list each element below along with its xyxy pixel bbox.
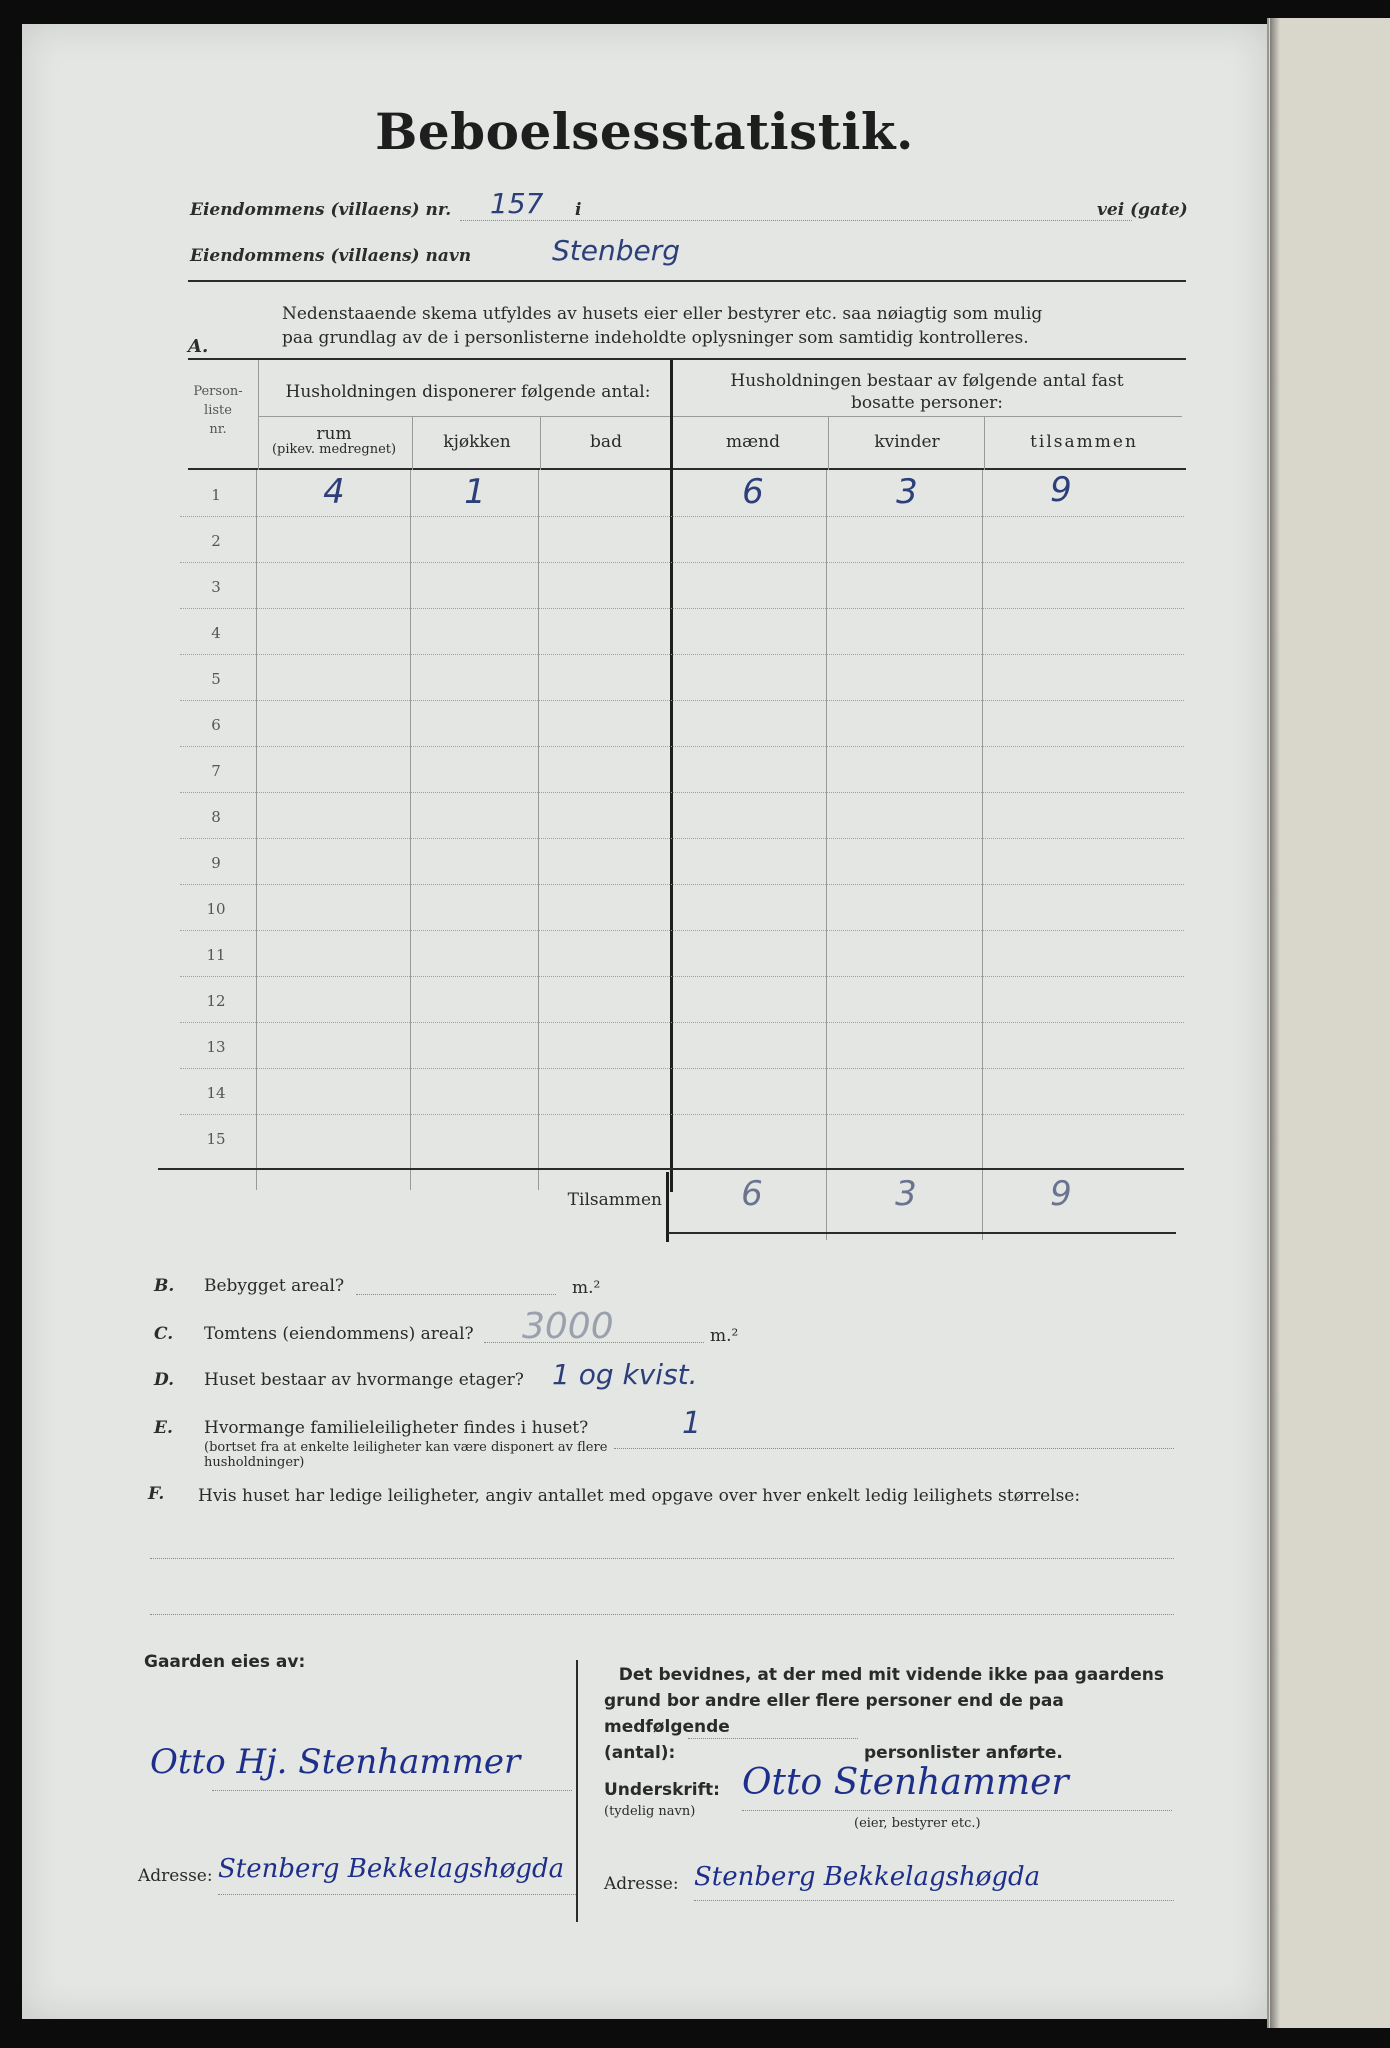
page-title: Beboelsesstatistik. — [375, 102, 914, 161]
row-line — [180, 838, 1184, 839]
q-e-value[interactable]: 1 — [682, 1406, 702, 1441]
signature-sub: (tydelig navn) — [604, 1804, 696, 1819]
row-line — [180, 1068, 1184, 1069]
q-d-value[interactable]: 1 og kvist. — [552, 1358, 698, 1391]
group2-header-line1: Husholdningen bestaar av følgende antal fast — [730, 371, 1124, 391]
q-e-text: Hvormange familieleiligheter findes i huset? — [204, 1418, 589, 1438]
row-number: 8 — [211, 808, 221, 826]
col-rum-header — [258, 426, 410, 458]
q-e-line — [614, 1448, 1174, 1449]
row-line — [180, 976, 1184, 977]
row-number: 2 — [211, 532, 221, 550]
in-label: i — [575, 200, 582, 220]
vline-header-2 — [412, 416, 413, 470]
q-b-text: Bebygget areal? — [204, 1276, 345, 1296]
q-f-text: Hvis huset har ledige leiligheter, angiv antallet med opgave over hver enkelt ledig leilighets størrelse: — [198, 1486, 1081, 1506]
signature-line — [742, 1810, 1172, 1811]
row-number: 15 — [206, 1130, 226, 1148]
adjacent-page-edge — [1267, 18, 1390, 2028]
owner-name[interactable]: Otto Hj. Stenhammer — [150, 1742, 521, 1782]
row-number: 6 — [211, 716, 221, 734]
declaration-line2: grund bor andre eller flere personer end de paa medfølgende — [604, 1691, 1064, 1737]
row-number: 1 — [211, 486, 221, 504]
group1-header: Husholdningen disponerer følgende antal: — [285, 382, 651, 402]
declaration-antal: (antal): — [604, 1743, 676, 1763]
q-d-letter: D. — [154, 1370, 175, 1390]
row-line — [180, 516, 1184, 517]
q-c-letter: C. — [154, 1324, 174, 1344]
declaration-personlister: personlister anførte. — [864, 1743, 1063, 1763]
road-label: vei (gate) — [1097, 200, 1188, 220]
col-rum-label: rum — [316, 424, 352, 444]
owner-divider — [576, 1660, 578, 1922]
property-nr-value[interactable]: 157 — [490, 187, 544, 220]
total-kvinder[interactable]: 3 — [895, 1174, 917, 1214]
q-f-line-2 — [150, 1614, 1174, 1615]
row-number: 11 — [206, 946, 226, 964]
vline-body-2 — [410, 470, 411, 1190]
q-b-unit: m.² — [572, 1278, 601, 1298]
declaration-address[interactable]: Stenberg Bekkelagshøgda — [694, 1862, 1041, 1892]
table-bottom-rule — [158, 1168, 1184, 1170]
vline-body-1 — [256, 470, 257, 1190]
q-b-line — [356, 1294, 556, 1295]
vline-body-5 — [982, 470, 983, 1240]
row-line — [180, 562, 1184, 563]
row-number: 3 — [211, 578, 221, 596]
row-line — [180, 608, 1184, 609]
cell-rum-1[interactable]: 4 — [323, 472, 345, 512]
instructions-line-2: paa grundlag av de i personlisterne indeholdte oplysninger som samtidig kontrolleres. — [282, 328, 1029, 348]
vline-body-4 — [826, 470, 827, 1240]
owner-label: Gaarden eies av: — [144, 1652, 306, 1672]
q-d-text: Huset bestaar av hvormange etager? — [204, 1370, 524, 1390]
q-b-letter: B. — [154, 1276, 175, 1296]
row-line — [180, 654, 1184, 655]
row-number: 14 — [206, 1084, 226, 1102]
subheader-rule — [258, 416, 1182, 417]
property-nr-label: Eiendommens (villaens) nr. — [190, 200, 452, 220]
total-label: Tilsammen — [567, 1190, 662, 1210]
q-e-sub: (bortset fra at enkelte leiligheter kan være disponert av flere husholdninger) — [204, 1440, 608, 1470]
col-kjokken-header: kjøkken — [443, 432, 511, 452]
signature[interactable]: Otto Stenhammer — [742, 1762, 1069, 1803]
q-e-letter: E. — [154, 1418, 173, 1438]
binding-crease — [1270, 18, 1280, 2028]
q-c-text: Tomtens (eiendommens) areal? — [204, 1324, 474, 1344]
row-line — [180, 746, 1184, 747]
vline-header-3 — [540, 416, 541, 470]
group2-header-line2: bosatte personer: — [851, 393, 1003, 413]
col-kvinder-header: kvinder — [874, 432, 940, 452]
declaration-antal-line — [688, 1738, 858, 1739]
cell-tilsammen-1[interactable]: 9 — [1050, 470, 1072, 510]
section-a-letter: A. — [188, 336, 209, 357]
declaration-line1: Det bevidnes, at der med mit vidende ikke paa gaardens — [618, 1665, 1164, 1685]
owner-name-line — [212, 1790, 572, 1791]
vline-header-1 — [258, 360, 259, 470]
section-a-instructions — [282, 302, 1122, 350]
q-f-line-1 — [150, 1558, 1174, 1559]
row-number: 4 — [211, 624, 221, 642]
col-tilsammen-header: tilsammen — [1030, 432, 1138, 452]
row-line — [180, 1022, 1184, 1023]
row-number: 12 — [206, 992, 226, 1010]
total-maend[interactable]: 6 — [741, 1174, 763, 1214]
owner-address-label: Adresse: — [138, 1866, 213, 1886]
vline-header-4 — [828, 416, 829, 470]
cell-maend-1[interactable]: 6 — [742, 472, 764, 512]
row-number: 5 — [211, 670, 221, 688]
cell-kjokken-1[interactable]: 1 — [464, 472, 486, 512]
table-top-rule — [188, 358, 1186, 360]
col-personliste-header: Person- liste nr. — [193, 384, 243, 437]
property-name-label: Eiendommens (villaens) navn — [190, 246, 472, 266]
owner-address-line — [218, 1894, 578, 1895]
row-line — [180, 884, 1184, 885]
group2-header — [672, 370, 1182, 414]
instructions-line-1: Nedenstaaende skema utfyldes av husets eier eller bestyrer etc. saa nøiagtig som mulig — [282, 304, 1043, 324]
col-rum-sub: (pikev. medregnet) — [271, 442, 397, 457]
role-sub: (eier, bestyrer etc.) — [854, 1816, 981, 1831]
q-f-letter: F. — [148, 1484, 165, 1504]
q-c-unit: m.² — [710, 1326, 739, 1346]
declaration-address-line — [694, 1900, 1174, 1901]
row-number: 9 — [211, 854, 221, 872]
col-maend-header: mænd — [726, 432, 780, 452]
row-number: 7 — [211, 762, 221, 780]
signature-label: Underskrift: — [604, 1780, 720, 1800]
declaration-address-label: Adresse: — [604, 1874, 679, 1894]
row-line — [180, 792, 1184, 793]
col-bad-header: bad — [590, 432, 622, 452]
declaration-text — [604, 1662, 1164, 1766]
vline-header-5 — [984, 416, 985, 470]
total-tilsammen[interactable]: 9 — [1050, 1174, 1072, 1214]
row-line — [180, 700, 1184, 701]
form-page — [22, 24, 1267, 2019]
row-line — [180, 930, 1184, 931]
row-number: 10 — [206, 900, 226, 918]
cell-kvinder-1[interactable]: 3 — [896, 472, 918, 512]
totals-bottom-rule — [668, 1232, 1176, 1234]
owner-address[interactable]: Stenberg Bekkelagshøgda — [218, 1854, 565, 1884]
property-nr-line — [460, 220, 1132, 221]
row-line — [180, 1114, 1184, 1115]
row-number: 13 — [206, 1038, 226, 1056]
q-c-value[interactable]: 3000 — [522, 1306, 614, 1347]
property-name-value[interactable]: Stenberg — [552, 234, 681, 267]
vline-body-3 — [538, 470, 539, 1190]
header-rule — [188, 280, 1186, 282]
